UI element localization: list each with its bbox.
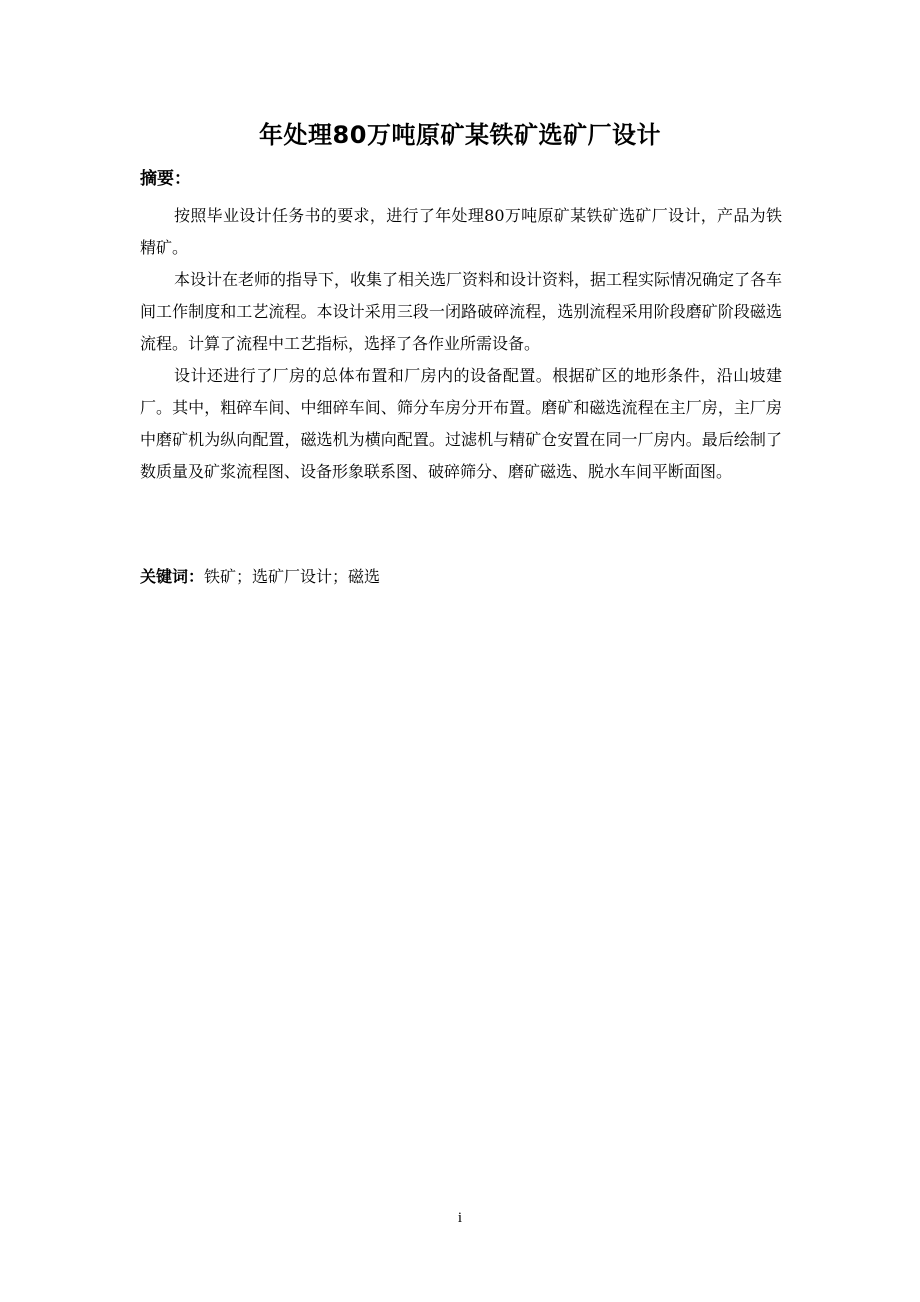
abstract-label: 摘要： bbox=[140, 169, 191, 189]
abstract-body bbox=[140, 200, 782, 488]
keywords-label: 关键词： bbox=[140, 567, 205, 586]
abstract-paragraph-2: 本设计在老师的指导下，收集了相关选厂资料和设计资料，据工程实际情况确定了各车间工作制度和工艺流程。本设计采用三段一闭路破碎流程，选别流程采用阶段磨矿阶段磁选流程。计算了流程中工艺指标，选择了各作业所需设备。 bbox=[140, 270, 783, 353]
keywords-values: 铁矿；选矿厂设计；磁选 bbox=[204, 567, 381, 586]
abstract-paragraph-3: 设计还进行了厂房的总体布置和厂房内的设备配置。根据矿区的地形条件，沿山坡建厂。其中，粗碎车间、中细碎车间、筛分车房分开布置。磨矿和磁选流程在主厂房，主厂房中磨矿机为纵向配置，磁选机为横向配置。过滤机与精矿仓安置在同一厂房内。最后绘制了数质量及矿浆流程图、设备形象联系图、破碎筛分、磨矿磁选、脱水车间平断面图。 bbox=[140, 366, 782, 481]
document-title: 年处理80万吨原矿某铁矿选矿厂设计 bbox=[259, 121, 661, 149]
abstract-paragraph-1: 按照毕业设计任务书的要求，进行了年处理80万吨原矿某铁矿选矿厂设计，产品为铁精矿。 bbox=[140, 206, 782, 257]
page-number: i bbox=[457, 1210, 463, 1226]
keywords-line bbox=[140, 565, 380, 590]
